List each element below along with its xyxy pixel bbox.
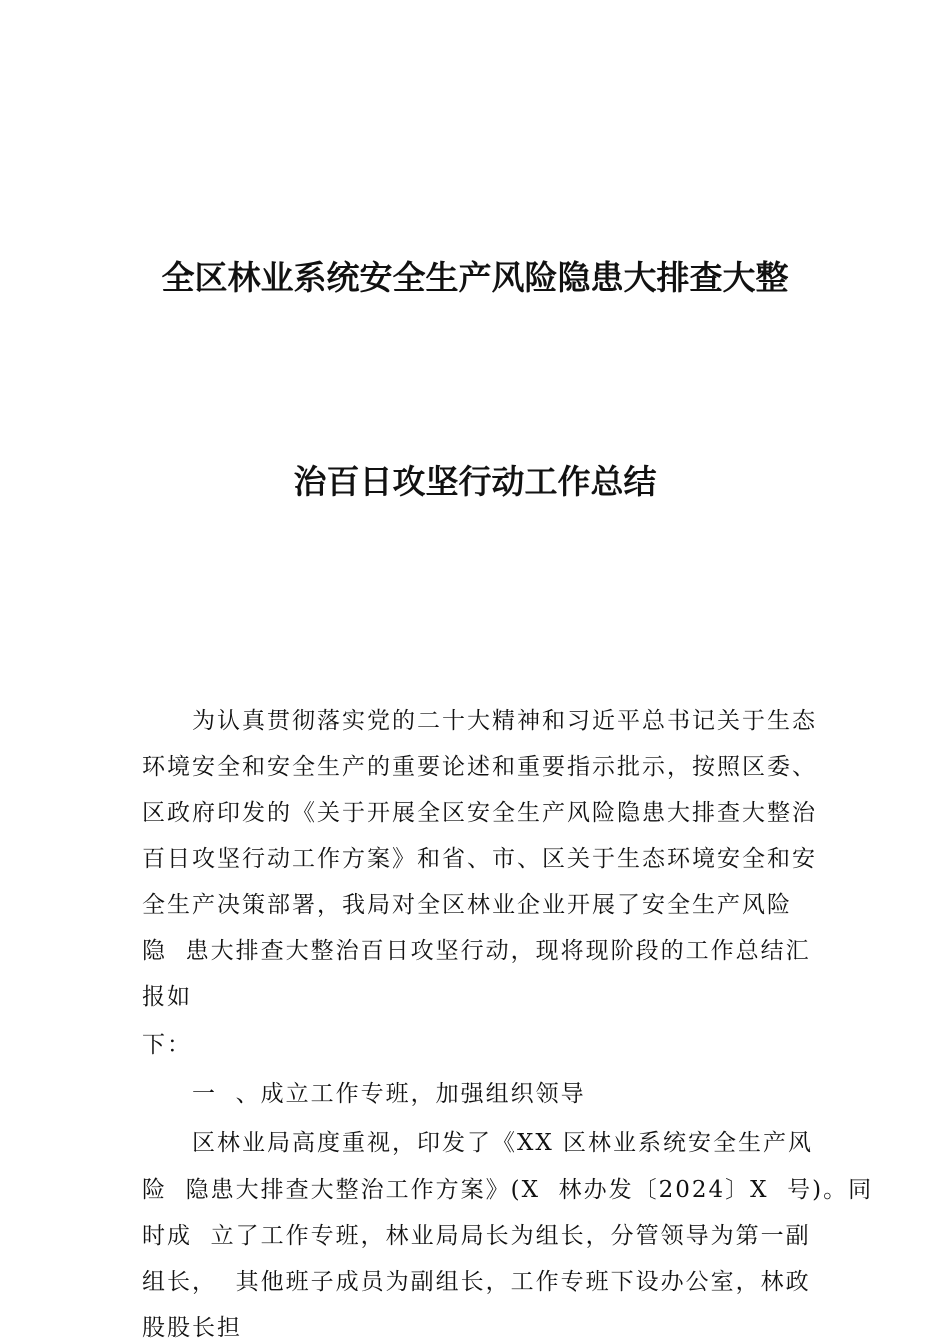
document-title-line-2: 治百日攻坚行动工作总结 <box>293 462 657 501</box>
body-text-line: 百日攻坚行动工作方案》和省、市、区关于生态环境安全和安 <box>142 846 817 872</box>
section-heading: 一 、成立工作专班，加强组织领导 <box>192 1081 586 1107</box>
body-text-line: 报如 <box>142 984 192 1010</box>
body-text-line: 全生产决策部署，我局对全区林业企业开展了安全生产风险 <box>142 892 792 918</box>
body-text-line: 区林业局高度重视，印发了《XX 区林业系统安全生产风 <box>192 1130 814 1156</box>
body-text-line: 险 隐患大排查大整治工作方案》(X 林办发〔2024〕X 号)。同 <box>142 1177 874 1203</box>
body-text-line: 隐 患大排查大整治百日攻坚行动，现将现阶段的工作总结汇 <box>142 938 811 964</box>
body-text-line: 环境安全和安全生产的重要论述和重要指示批示，按照区委、 <box>142 754 817 780</box>
body-text-line: 区政府印发的《关于开展全区安全生产风险隐患大排查大整治 <box>142 800 817 826</box>
body-text-line: 下： <box>142 1032 192 1058</box>
body-text-line: 为认真贯彻落实党的二十大精神和习近平总书记关于生态 <box>192 708 817 734</box>
body-text-line: 股股长担 <box>142 1315 242 1341</box>
document-title-line-1: 全区林业系统安全生产风险隐患大排查大整 <box>161 258 789 297</box>
body-text-line: 组长， 其他班子成员为副组长，工作专班下设办公室，林政 <box>142 1269 811 1295</box>
body-text-line: 时成 立了工作专班，林业局局长为组长，分管领导为第一副 <box>142 1223 811 1249</box>
